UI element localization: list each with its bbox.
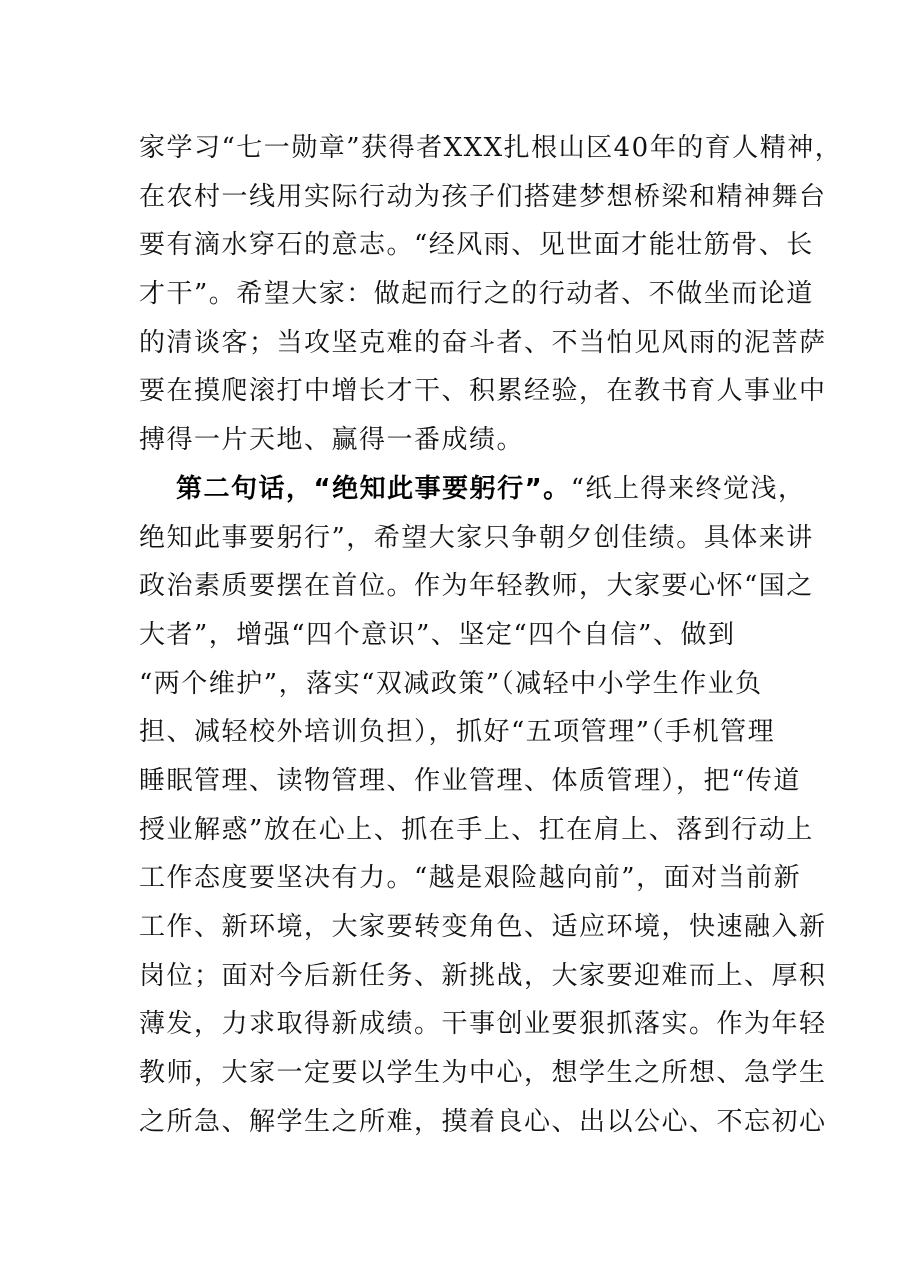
- text-line: 工作、新环境，大家要转变角色、适应环境，快速融入新: [139, 912, 827, 942]
- text-line: 绝知此事要躬行”，希望大家只争朝夕创佳绩。具体来讲: [139, 522, 814, 553]
- heading-continuation: “纸上得来终觉浅，: [570, 473, 806, 504]
- text-line: 才干”。希望大家：做起而行之的行动者、不做坐而论道: [139, 279, 814, 310]
- text-line: 的清谈客；当攻坚克难的奋斗者、不当怕见风雨的泥菩萨: [139, 327, 827, 358]
- text-line: 政治素质要摆在首位。作为年轻教师，大家要心怀“国之: [139, 571, 814, 602]
- text-line: 要在摸爬滚打中增长才干、积累经验，在教书育人事业中: [139, 376, 827, 407]
- text-line: “两个维护”，落实“双减政策”（减轻中小学生作业负: [139, 668, 763, 699]
- text-line: 教师，大家一定要以学生为中心，想学生之所想、急学生: [139, 1058, 827, 1089]
- text-line: 工作态度要坚决有力。“越是艰险越向前”，面对当前新: [139, 863, 802, 894]
- text-line: 薄发，力求取得新成绩。干事创业要狠抓落实。作为年轻: [139, 1009, 827, 1040]
- section-heading: 第二句话，“绝知此事要躬行”。: [176, 473, 571, 504]
- text-line: 担、减轻校外培训负担），抓好“五项管理”（手机管理: [139, 717, 776, 748]
- text-line: 搏得一片天地、赢得一番成绩。: [139, 425, 525, 456]
- text-line: 家学习“七一勋章”获得者XXX扎根山区40年的育人精神，: [139, 133, 843, 163]
- text-line: 睡眠管理、读物管理、作业管理、体质管理），把“传道: [139, 765, 801, 796]
- text-line: 岗位；面对今后新任务、新挑战，大家要迎难而上、厚积: [139, 960, 827, 991]
- text-line: 授业解惑”放在心上、抓在手上、扛在肩上、落到行动上: [139, 814, 814, 845]
- text-line: 之所急、解学生之所难，摸着良心、出以公心、不忘初心: [139, 1106, 827, 1137]
- text-line: 要有滴水穿石的意志。“经风雨、见世面才能壮筋骨、长: [139, 230, 814, 261]
- document-body: [139, 124, 843, 1146]
- paragraph-heading-line: [139, 465, 806, 514]
- text-line: 在农村一线用实际行动为孩子们搭建梦想桥梁和精神舞台: [139, 181, 827, 212]
- text-line: 大者”，增强“四个意识”、坚定“四个自信”、做到: [139, 619, 736, 650]
